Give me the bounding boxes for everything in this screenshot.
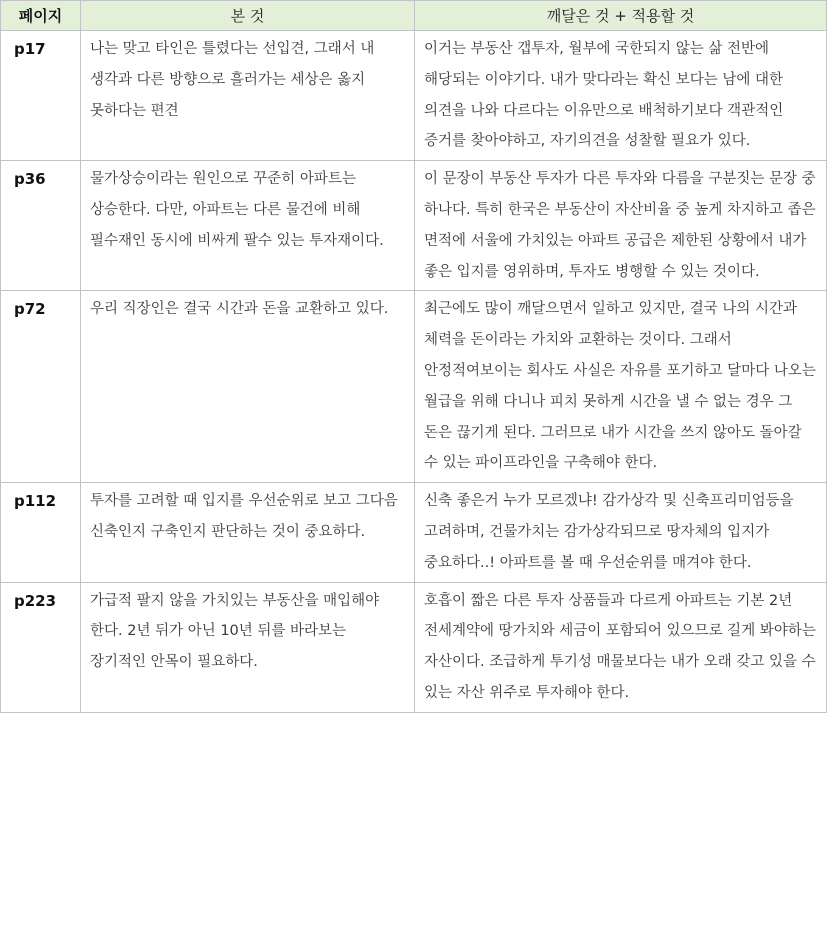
row-seen: 나는 맞고 타인은 틀렸다는 선입견, 그래서 내 생각과 다른 방향으로 흘러가는 세상은 옳지 못하다는 편견 <box>81 31 415 161</box>
row-learned: 호흡이 짧은 다른 투자 상품들과 다르게 아파트는 기본 2년 전세계약에 땅가치와 세금이 포함되어 있으므로 길게 봐야하는 자산이다. 조급하게 투기성 매물보다는 내가 오래 갖고 있을 수 있는 자산 위주로 투자해야 한다. <box>415 582 827 712</box>
row-learned: 이 문장이 부동산 투자가 다른 투자와 다름을 구분짓는 문장 중 하나다. 특히 한국은 부동산이 자산비율 중 높게 차지하고 좁은 면적에 서울에 가치있는 아파트 공급은 제한된 상황에서 내가 좋은 입지를 영위하며, 투자도 병행할 수 있는 것이다. <box>415 161 827 291</box>
row-page: p17 <box>1 31 81 161</box>
table-row <box>1 582 827 712</box>
table-row <box>1 483 827 582</box>
row-page: p36 <box>1 161 81 291</box>
header-page: 페이지 <box>1 1 81 31</box>
row-learned: 이거는 부동산 갭투자, 월부에 국한되지 않는 삶 전반에 해당되는 이야기다. 내가 맞다라는 확신 보다는 남에 대한 의견을 나와 다르다는 이유만으로 배척하기보다 객관적인 증거를 찾아야하고, 자기의견을 성찰할 필요가 있다. <box>415 31 827 161</box>
row-learned: 신축 좋은거 누가 모르겠냐! 감가상각 및 신축프리미엄등을 고려하며, 건물가치는 감가상각되므로 땅자체의 입지가 중요하다..! 아파트를 볼 때 우선순위를 매겨야 한다. <box>415 483 827 582</box>
row-seen: 가급적 팔지 않을 가치있는 부동산을 매입해야 한다. 2년 뒤가 아닌 10년 뒤를 바라보는 장기적인 안목이 필요하다. <box>81 582 415 712</box>
row-page: p223 <box>1 582 81 712</box>
table-row <box>1 161 827 291</box>
row-page: p112 <box>1 483 81 582</box>
header-learned: 깨달은 것 + 적용할 것 <box>415 1 827 31</box>
table-row <box>1 291 827 483</box>
row-seen: 투자를 고려할 때 입지를 우선순위로 보고 그다음 신축인지 구축인지 판단하는 것이 중요하다. <box>81 483 415 582</box>
row-learned: 최근에도 많이 깨달으면서 일하고 있지만, 결국 나의 시간과 체력을 돈이라는 가치와 교환하는 것이다. 그래서 안정적여보이는 회사도 사실은 자유를 포기하고 달마다 나오는 월급을 위해 다니나 피치 못하게 시간을 낼 수 없는 경우 그 돈은 끊기게 된다. 그러므로 내가 시간을 쓰지 않아도 돌아갈 수 있는 파이프라인을 구축해야 한다. <box>415 291 827 483</box>
row-seen: 물가상승이라는 원인으로 꾸준히 아파트는 상승한다. 다만, 아파트는 다른 물건에 비해 필수재인 동시에 비싸게 팔수 있는 투자재이다. <box>81 161 415 291</box>
row-page: p72 <box>1 291 81 483</box>
table-row <box>1 31 827 161</box>
header-seen: 본 것 <box>81 1 415 31</box>
row-seen: 우리 직장인은 결국 시간과 돈을 교환하고 있다. <box>81 291 415 483</box>
table-header-row <box>1 1 827 31</box>
